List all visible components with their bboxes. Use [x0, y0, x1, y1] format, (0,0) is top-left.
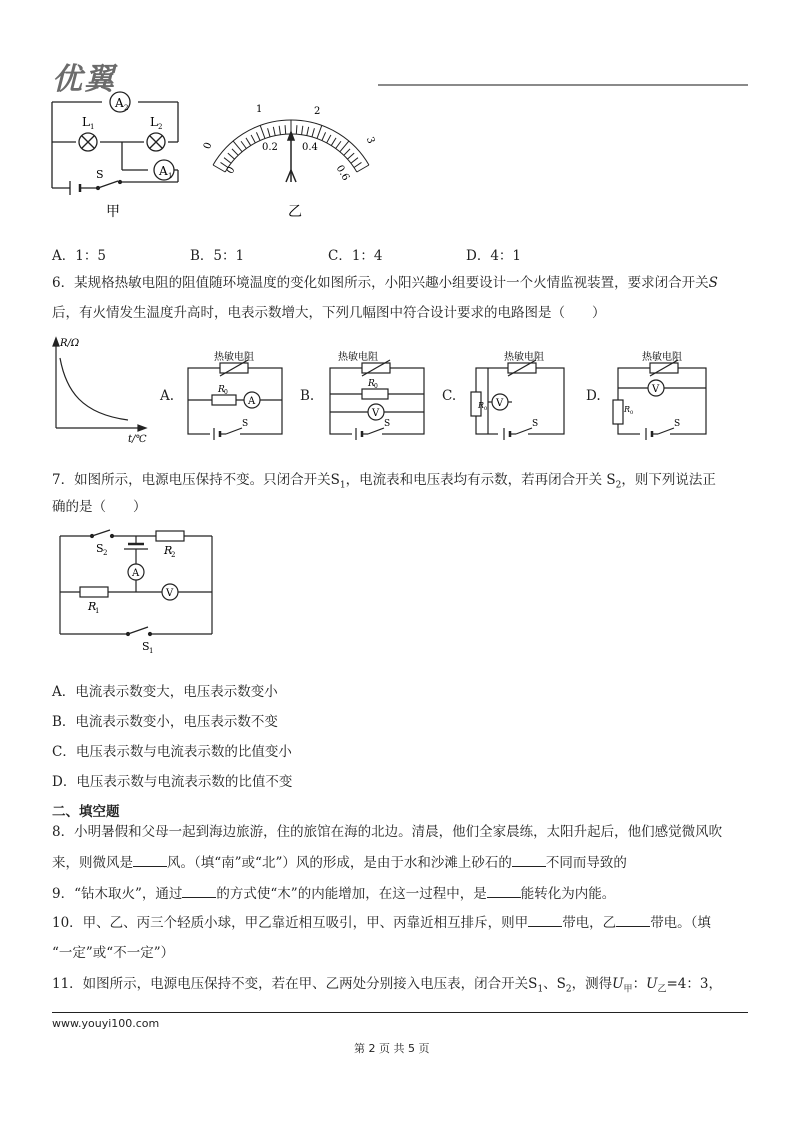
dial-tick: [336, 141, 341, 148]
voltmeter-label: V: [372, 408, 380, 419]
q6-option-b-label[interactable]: B.: [300, 388, 315, 404]
svg-text:热敏电阻: 热敏电阻: [642, 352, 682, 363]
q6-option-c-label[interactable]: C.: [442, 388, 457, 404]
dial-tick: [327, 135, 331, 143]
dial-tick: [228, 153, 235, 159]
svg-text:1: 1: [95, 607, 100, 615]
footer-divider: [52, 1012, 748, 1013]
dial-tick: [233, 141, 242, 152]
q6-option-a-label[interactable]: A.: [160, 388, 175, 404]
svg-text:2: 2: [171, 551, 176, 559]
a1-label: A: [159, 164, 168, 178]
graph-xlabel: t/℃: [128, 434, 147, 445]
q5-circuit-jia: [40, 88, 190, 228]
dial-tick: [251, 135, 255, 143]
dial-tick: [285, 125, 286, 134]
q8-line2: 来，则微风是 风。（填“南”或“北”）风的形成，是由于水和沙滩上砂石的 不同而导致的: [52, 855, 627, 871]
dial-tick: [351, 158, 358, 164]
q5-option-b[interactable]: B．5：1: [190, 248, 245, 264]
caption-jia: 甲: [106, 204, 120, 220]
q5-option-d[interactable]: D．4：1: [466, 248, 522, 264]
dial-tick: [340, 141, 349, 152]
svg-text:V: V: [496, 398, 504, 409]
inner-tick-0: 0: [224, 164, 238, 176]
header-divider: [378, 84, 748, 86]
brand-logo: 优翼: [52, 62, 116, 97]
footer-url[interactable]: www.youyi100.com: [52, 1017, 160, 1030]
inner-tick-2: 0.4: [302, 142, 318, 153]
svg-text:0: 0: [374, 383, 378, 390]
thermistor-label: 热敏电阻: [214, 352, 254, 363]
l1-label: L: [82, 115, 90, 129]
dial-tick: [213, 165, 225, 172]
dial-tick: [307, 127, 309, 136]
dial-tick: [246, 138, 251, 146]
q9-blank-1[interactable]: [182, 885, 216, 898]
l2-label: L: [150, 115, 158, 129]
svg-text:0: 0: [630, 410, 634, 416]
r2-label: R: [164, 544, 173, 557]
q6-circuit-a: [180, 348, 290, 444]
q6-circuit-b: [322, 348, 432, 444]
dial-tick: [296, 125, 297, 134]
q9-line: 9．“钻木取火”，通过 的方式使“木”的内能增加，在这一过程中，是 能转化为内能。: [52, 886, 616, 902]
q5-option-a[interactable]: A．1：5: [52, 248, 106, 264]
dial-tick: [302, 126, 303, 135]
svg-text:2: 2: [103, 549, 108, 557]
q7-stem-line2: 确的是（ ）: [52, 499, 147, 515]
q10-blank-2[interactable]: [616, 914, 650, 927]
caption-yi: 乙: [288, 204, 302, 220]
section-title-fill-in: 二、填空题: [52, 804, 120, 820]
q6-r-t-graph: [42, 336, 162, 446]
page-number: 第 2 页 共 5 页: [354, 1042, 430, 1055]
ammeter-label: A: [248, 396, 256, 407]
a2-label: A: [115, 96, 124, 110]
svg-text:1: 1: [90, 123, 95, 131]
q8-line1: 8．小明暑假和父母一起到海边旅游，住的旅馆在海的北边。清晨，他们全家晨练，太阳升起后，他们感觉微风吹: [52, 824, 723, 840]
dial-tick: [322, 132, 326, 140]
q6-stem-line1: 6．某规格热敏电阻的阻值随环境温度的变化如图所示，小阳兴趣小组要设计一个火情监视装置，要求闭合开关S: [52, 275, 718, 291]
dial-tick: [232, 149, 238, 155]
outer-tick-1: 1: [256, 104, 263, 115]
voltmeter-label: V: [166, 588, 174, 599]
dial-tick: [317, 125, 322, 138]
svg-text:V: V: [652, 384, 660, 395]
svg-text:2: 2: [124, 104, 129, 112]
q6-circuit-c: [464, 348, 574, 444]
graph-ylabel: R/Ω: [60, 338, 80, 349]
svg-text:S: S: [384, 419, 391, 429]
q7-stem-line1: 7．如图所示，电源电压保持不变。只闭合开关$S_1$，电流表和电压表均有示数，若再闭合开关 $S_2$，则下列说法正: [52, 472, 716, 491]
q11-line1: 11．如图所示，电源电压保持不变，若在甲、乙两处分别接入电压表，闭合开关$S_1$、$S_2$，测得$U_甲$：$U_乙=4$：3，: [52, 976, 722, 995]
svg-text:0: 0: [484, 406, 488, 412]
q8-blank-1[interactable]: [133, 854, 167, 867]
outer-tick-3: 3: [363, 135, 377, 146]
inner-tick-1: 0.2: [262, 142, 278, 153]
q6-stem-line2: 后，有火情发生温度升高时，电表示数增大，下列几幅图中符合设计要求的电路图是（ ）: [52, 305, 606, 321]
svg-text:2: 2: [158, 123, 163, 131]
q5-option-c[interactable]: C．1：4: [328, 248, 383, 264]
ammeter-label: A: [132, 568, 140, 579]
q9-blank-2[interactable]: [487, 885, 521, 898]
dial-tick: [312, 128, 314, 137]
svg-text:0: 0: [224, 389, 228, 396]
dial-tick: [224, 158, 231, 164]
svg-text:1: 1: [168, 172, 173, 180]
r1-label: R: [88, 600, 97, 613]
dial-tick: [241, 141, 246, 148]
inner-tick-3: 0.6: [333, 163, 352, 183]
switch-label: S: [96, 168, 104, 181]
dial-tick: [256, 132, 260, 140]
q8-blank-2[interactable]: [512, 854, 546, 867]
q5-meter-yi: [200, 100, 380, 230]
q10-line1: 10．甲、乙、丙三个轻质小球，甲乙靠近相互吸引，甲、丙靠近相互排斥，则甲 带电，乙 带电。（填: [52, 915, 711, 931]
svg-text:S: S: [674, 419, 681, 429]
q7-option-a[interactable]: A．电流表示数变大，电压表示数变小: [52, 684, 278, 700]
outer-tick-0: 0: [201, 141, 215, 151]
svg-text:S: S: [242, 419, 249, 429]
dial-tick: [344, 149, 350, 155]
q10-line2: “一定”或“不一定”）: [52, 945, 175, 961]
dial-tick: [268, 128, 270, 137]
dial-tick: [357, 165, 369, 172]
dial-tick: [273, 127, 275, 136]
q6-circuit-d: [606, 348, 716, 444]
q7-option-b[interactable]: B．电流表示数变小，电压表示数不变: [52, 714, 278, 730]
q7-option-c[interactable]: C．电压表示数与电流表示数的比值变小: [52, 744, 292, 760]
dial-tick: [260, 125, 265, 138]
svg-text:R: R: [368, 379, 375, 389]
svg-text:R: R: [624, 405, 631, 414]
svg-text:热敏电阻: 热敏电阻: [338, 352, 378, 363]
outer-tick-2: 2: [314, 106, 321, 117]
svg-text:1: 1: [149, 647, 154, 655]
q10-blank-1[interactable]: [528, 914, 562, 927]
s1-label: S: [142, 640, 150, 653]
svg-text:S: S: [532, 419, 539, 429]
dial-tick: [279, 126, 280, 135]
dial-tick: [354, 162, 361, 167]
q6-option-d-label[interactable]: D.: [586, 388, 601, 404]
dial-tick: [331, 138, 336, 146]
svg-text:R: R: [478, 401, 485, 410]
svg-text:R: R: [218, 385, 225, 395]
svg-text:热敏电阻: 热敏电阻: [504, 352, 544, 363]
q7-option-d[interactable]: D．电压表示数与电流表示数的比值不变: [52, 774, 293, 790]
dial-tick: [347, 153, 354, 159]
s2-label: S: [96, 542, 104, 555]
q7-circuit: [52, 522, 222, 658]
